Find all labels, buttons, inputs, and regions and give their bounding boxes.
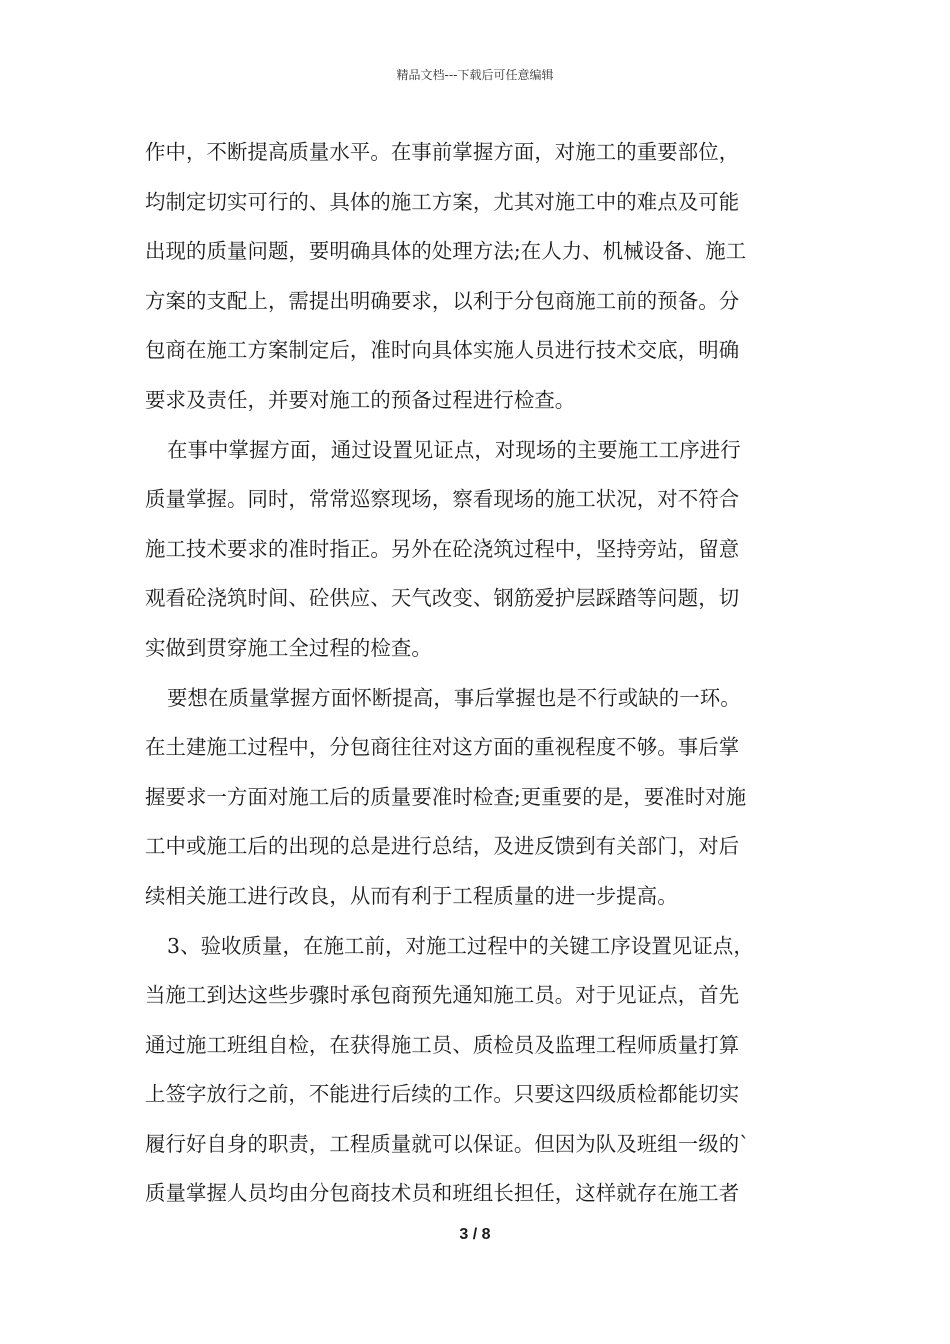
text-line: 续相关施工进行改良，从而有利于工程质量的进一步提高。 xyxy=(145,883,678,908)
text-line: 在土建施工过程中，分包商往往对这方面的重视程度不够。事后掌 xyxy=(145,735,740,760)
text-line: 质量掌握人员均由分包商技术员和班组长担任，这样就存在施工者 xyxy=(145,1181,740,1206)
text-line: 质量掌握。同时，常常巡察现场，察看现场的施工状况，对不符合 xyxy=(145,487,740,512)
text-line: 均制定切实可行的、具体的施工方案，尤其对施工中的难点及可能 xyxy=(145,189,740,214)
document-body xyxy=(145,128,807,1219)
text-line: 施工技术要求的准时指正。另外在砼浇筑过程中，坚持旁站，留意 xyxy=(145,536,740,561)
text-line: 出现的质量问题，要明确具体的处理方法;在人力、机械设备、施工 xyxy=(145,239,747,264)
text-line: 上签字放行之前，不能进行后续的工作。只要这四级质检都能切实 xyxy=(145,1082,740,1107)
page-header: 精品文档---下载后可任意编辑 xyxy=(396,68,554,82)
text-line: 方案的支配上，需提出明确要求，以利于分包商施工前的预备。分 xyxy=(145,288,740,313)
text-line: 作中，不断提高质量水平。在事前掌握方面，对施工的重要部位， xyxy=(145,140,740,164)
paragraph-start-line: 在事中掌握方面，通过设置见证点，对现场的主要施工工序进行 xyxy=(167,437,741,462)
text-line: 观看砼浇筑时间、砼供应、天气改变、钢筋爱护层踩踏等问题，切 xyxy=(145,586,740,611)
text-line: 当施工到达这些步骤时承包商预先通知施工员。对于见证点，首先 xyxy=(145,983,740,1008)
page-number: 3 / 8 xyxy=(459,1226,491,1243)
text-line: 包商在施工方案制定后，准时向具体实施人员进行技术交底，明确 xyxy=(145,338,740,363)
text-line: 要求及责任，并要对施工的预备过程进行检查。 xyxy=(145,387,576,412)
text-line: 握要求一方面对施工后的质量要准时检查;更重要的是，要准时对施 xyxy=(145,784,747,809)
text-line: 通过施工班组自检，在获得施工员、质检员及监理工程师质量打算 xyxy=(145,1032,740,1057)
text-line: 实做到贯穿施工全过程的检查。 xyxy=(145,635,432,660)
text-line: 履行好自身的职责，工程质量就可以保证。但因为队及班组一级的` xyxy=(145,1131,750,1156)
paragraph-start-line: 3、验收质量，在施工前，对施工过程中的关键工序设置见证点， xyxy=(167,933,754,958)
paragraph-start-line: 要想在质量掌握方面怀断提高，事后掌握也是不行或缺的一环。 xyxy=(167,685,741,710)
text-line: 工中或施工后的出现的总是进行总结，及进反馈到有关部门，对后 xyxy=(145,834,740,859)
